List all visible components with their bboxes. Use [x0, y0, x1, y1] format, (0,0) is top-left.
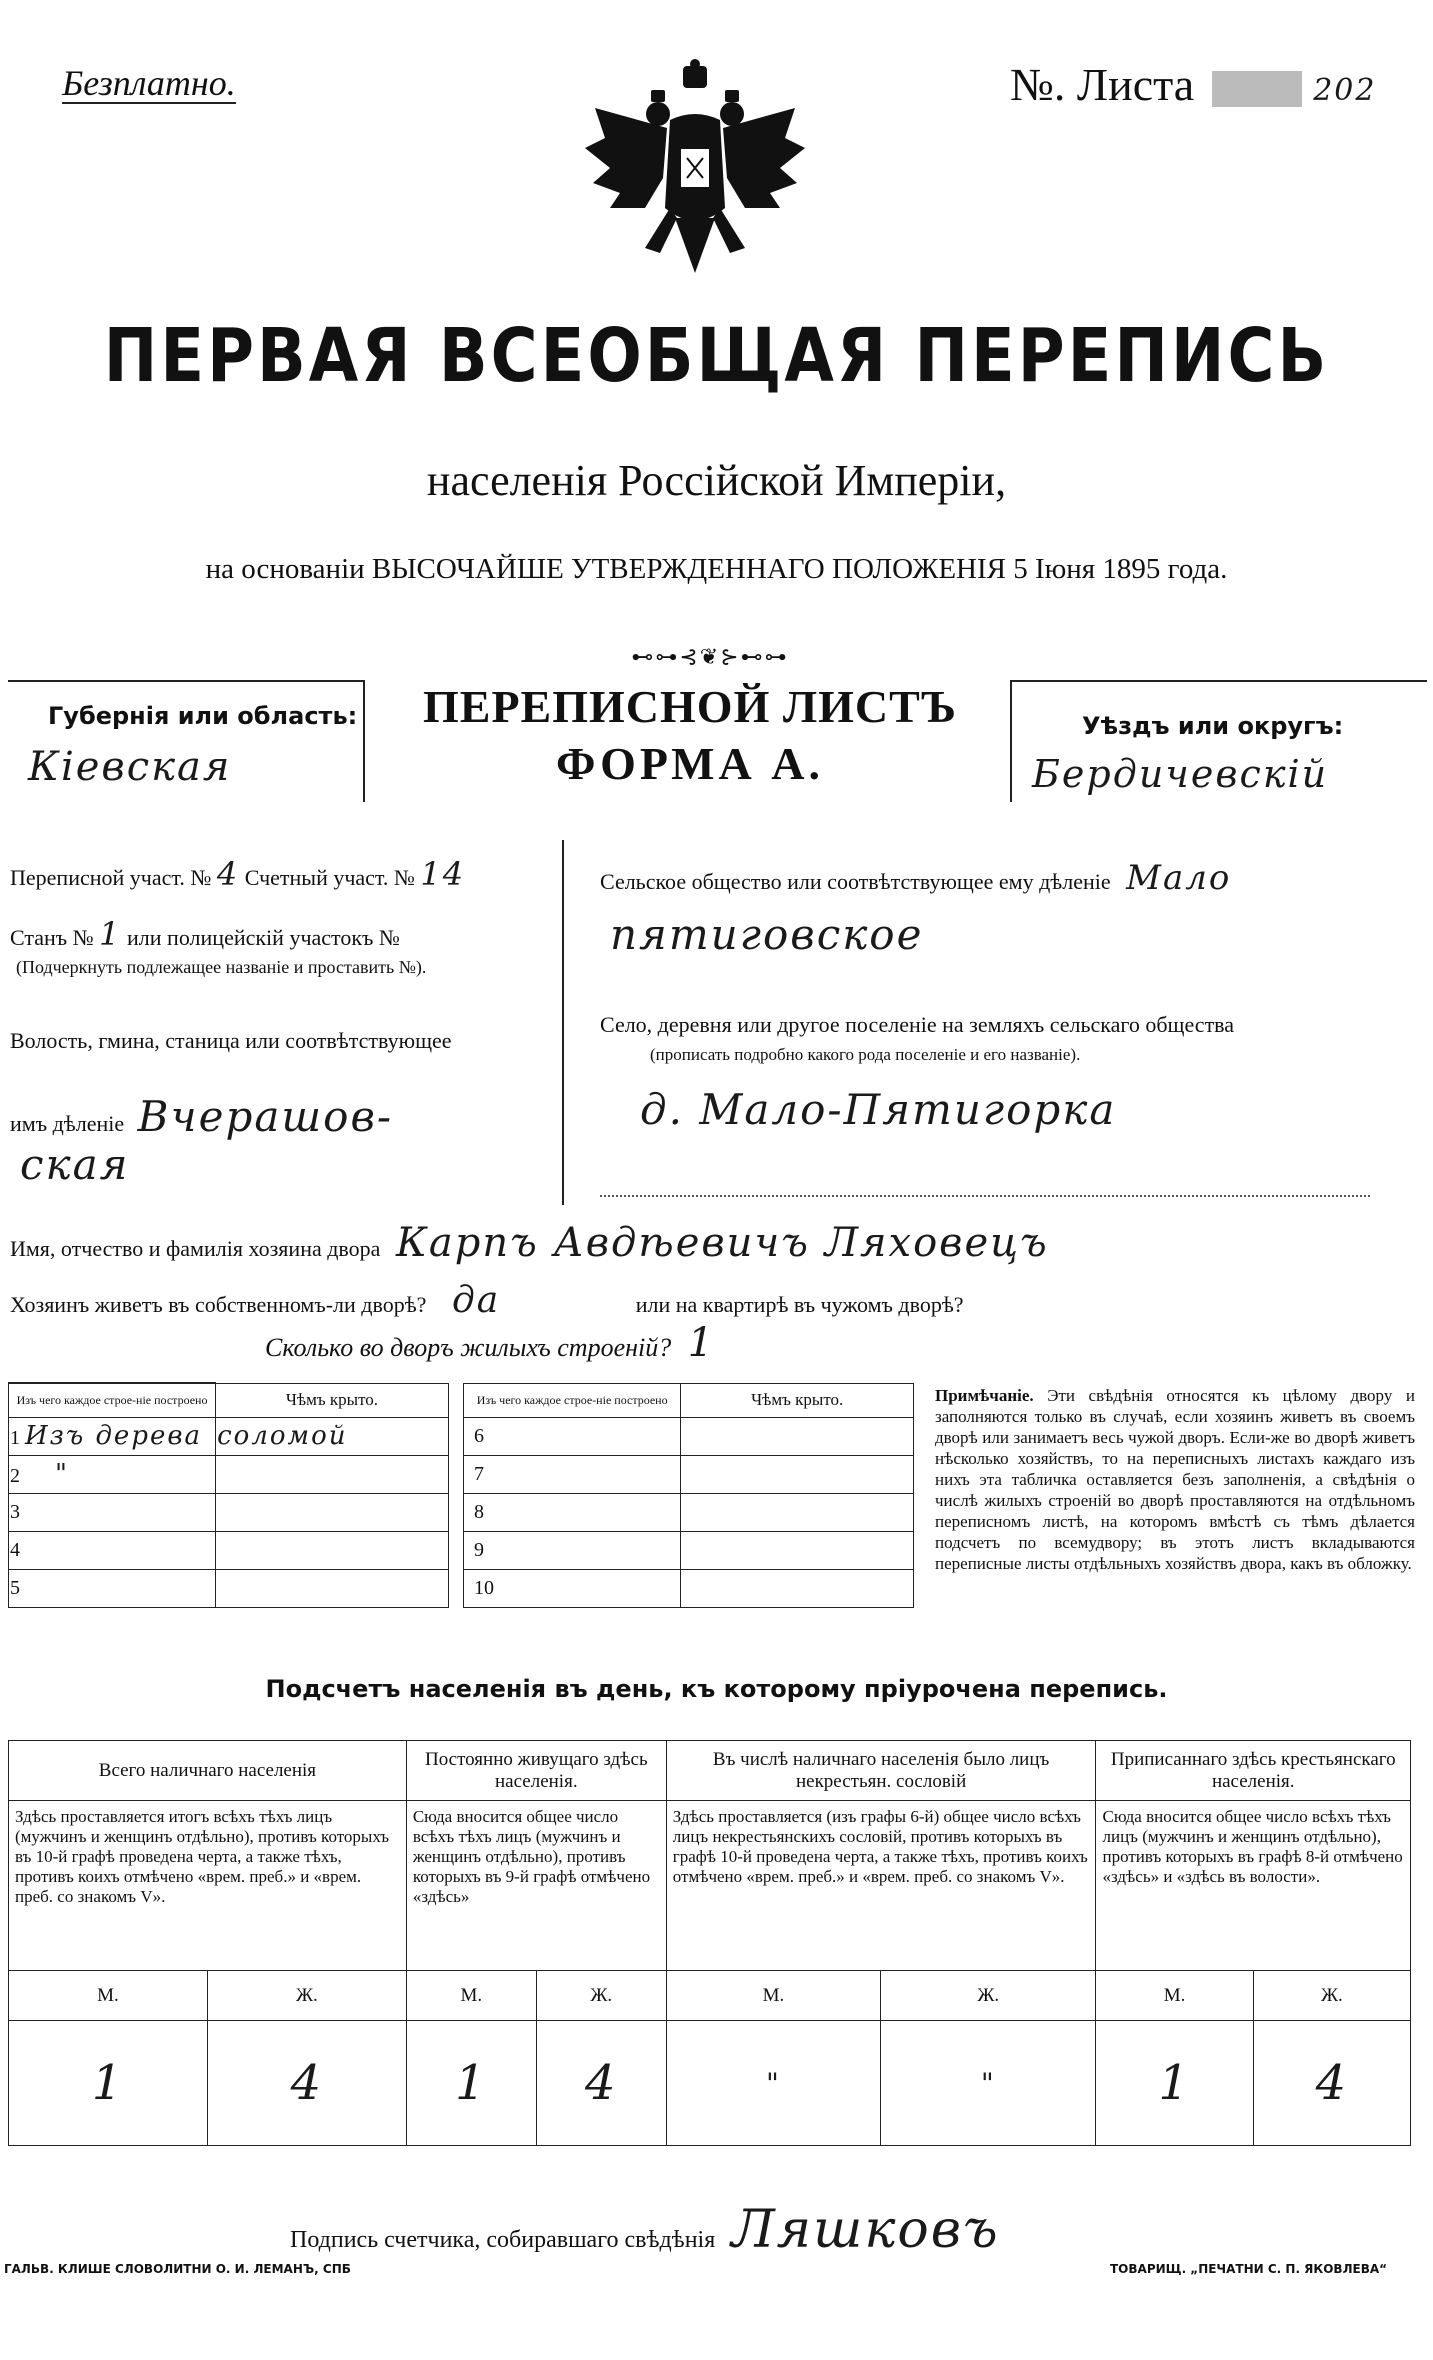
table-row: 1 Изъ дерева соломой 6 [9, 1417, 914, 1455]
column-divider [562, 840, 564, 1205]
owner-line: Имя, отчество и фамилія хозяина двора Карпъ Авдѣевичъ Ляховецъ [10, 1220, 1049, 1266]
stan-line: Станъ № 1 или полицейскій участокъ № [10, 915, 400, 953]
province-box [8, 680, 365, 802]
count-table [8, 1740, 1411, 2146]
volost-label: Волость, гмина, станица или соотвѣтствующее [10, 1028, 452, 1053]
sheet-number: №. Листа 202 [1010, 59, 1377, 110]
material-header-left: Изъ чего каждое строе-ніе построено [9, 1383, 216, 1417]
f-label: Ж. [881, 1971, 1096, 2021]
count-desc-nonpeasant: Здѣсь проставляется (изъ графы 6-й) общее число всѣхъ лицъ некрестьянскихъ сословій, противъ которыхъ въ графѣ 10-й проведена черта, а также тѣхъ, противъ коихъ отмѣчено «врем. преб.» и «врем. преб. со знакомъ V». [666, 1801, 1096, 1971]
m-label: М. [9, 1971, 208, 2021]
count-head-nonpeasant: Въ числѣ наличнаго населенія было лицъ некрестьян. сословій [666, 1741, 1096, 1801]
remark-title: Примѣчаніе. [935, 1386, 1034, 1405]
footer-right: ТОВАРИЩ. „ПЕЧАТНИ С. П. ЯКОВЛЕВА“ [1110, 2262, 1388, 2276]
volost-label-2: имъ дѣленіе Вчерашов- [10, 1092, 394, 1141]
m-label: М. [666, 1971, 880, 2021]
page-subtitle: населенія Россійской Имперіи, [426, 456, 1007, 505]
count-nonpeasant-f: " [881, 2021, 1096, 2146]
census-area-line: Переписной участ. № 4 Счетный участ. № 14 [10, 855, 466, 893]
redacted-mark [1212, 71, 1302, 107]
village-blank-line [600, 1195, 1370, 1197]
f-label: Ж. [536, 1971, 666, 2021]
volost-value-2: ская [20, 1140, 130, 1189]
count-desc-total: Здѣсь проставляется итогъ всѣхъ тѣхъ лицъ (мужчинъ и женщинъ отдѣльно), противъ которыхъ въ 10-й графѣ проведена черта, а также тѣхъ, противъ коихъ отмѣчено «врем. преб.» и «врем. преб. со знакомъ V». [9, 1801, 407, 1971]
count-peasant-m: 1 [1096, 2021, 1253, 2146]
province-value: Кіевская [28, 744, 232, 790]
buildings-line: Сколько во дворъ жилыхъ строеній? 1 [265, 1320, 716, 1366]
form-title: ПЕРЕПИСНОЙ ЛИСТЪ [422, 681, 958, 732]
form-letter: ФОРМА А. [556, 738, 824, 789]
f-label: Ж. [207, 1971, 406, 2021]
page-title: ПЕРВАЯ ВСЕОБЩАЯ ПЕРЕПИСЬ [103, 314, 1330, 400]
material-header-right: Изъ чего каждое строе-ніе построено [464, 1383, 681, 1417]
owner-lives-line: Хозяинъ живетъ въ собственномъ-ли дворѣ? да или на квартирѣ въ чужомъ дворѣ? [10, 1280, 964, 1321]
district-label: Уѣздъ или округъ: [1082, 712, 1344, 740]
table-row: 2 " 7 [9, 1455, 914, 1493]
ornament-divider: ⊷⊶⊰❦⊱⊷⊶ [631, 645, 789, 670]
count-total-m: 1 [9, 2021, 208, 2146]
count-total-f: 4 [207, 2021, 406, 2146]
count-permanent-f: 4 [536, 2021, 666, 2146]
stan-note: (Подчеркнуть подлежащее названіе и проставить №). [16, 957, 427, 977]
form-header [370, 680, 1010, 790]
table-row: 5 10 [9, 1569, 914, 1607]
village-label: Село, деревня или другое поселеніе на земляхъ сельскаго общества [600, 1012, 1235, 1037]
buildings-table [8, 1382, 914, 1608]
remark-text: Эти свѣдѣнія относятся къ цѣлому двору и заполняются только въ случаѣ, если хозяинъ живетъ въ своемъ дворѣ или занимаетъ весь чужой дворъ. Если-же во дворѣ живетъ нѣсколько хозяйствъ, то на переписныхъ листахъ каждаго изъ нихъ эта табличка оставляется безъ заполненія, а свѣдѣнія о числѣ жилыхъ строеній во дворѣ проставляются на отдѣльномъ переписномъ листѣ, на которомъ вмѣстѣ съ тѣмъ дѣлается подсчетъ по всемудвору; въ этотъ листъ вкладываются переписные листы отдѣльныхъ хозяйствъ двора, какъ въ обложку. [935, 1386, 1415, 1573]
count-desc-permanent: Сюда вносится общее число всѣхъ тѣхъ лицъ (мужчинъ и женщинъ отдѣльно), противъ которыхъ въ 9-й графѣ отмѣчено «здѣсь» [406, 1801, 666, 1971]
village-value: д. Мало-Пятигорка [640, 1085, 1117, 1134]
count-title: Подсчетъ населенія въ день, къ которому пріурочена перепись. [265, 1675, 1168, 1703]
count-peasant-f: 4 [1253, 2021, 1410, 2146]
free-label: Безплатно. [62, 63, 236, 103]
remark [935, 1385, 1415, 1574]
signature-line: Подпись счетчика, собиравшаго свѣдѣнія Ляшковъ [290, 2200, 1000, 2260]
table-row: 3 8 [9, 1493, 914, 1531]
count-permanent-m: 1 [406, 2021, 536, 2146]
roof-header-right: Чѣмъ крыто. [681, 1383, 914, 1417]
count-nonpeasant-m: " [666, 2021, 880, 2146]
count-desc-peasant: Сюда вносится общее число всѣхъ тѣхъ лицъ (мужчинъ и женщинъ отдѣльно), противъ которыхъ въ графѣ 8-й отмѣчено «здѣсь» и «здѣсь въ волости». [1096, 1801, 1411, 1971]
f-label: Ж. [1253, 1971, 1410, 2021]
province-label: Губернія или область: [48, 702, 358, 730]
society-line: Сельское общество или соотвѣтствующее ему дѣленіе Мало [600, 858, 1232, 898]
roof-header-left: Чѣмъ крыто. [216, 1383, 449, 1417]
count-head-peasant: Приписаннаго здѣсь крестьянскаго населенія. [1096, 1741, 1411, 1801]
legal-basis: на основаніи ВЫСОЧАЙШЕ УТВЕРЖДЕННАГО ПОЛОЖЕНІЯ 5 Іюня 1895 года. [205, 553, 1228, 585]
double-headed-eagle-emblem [575, 58, 815, 308]
m-label: М. [1096, 1971, 1253, 2021]
society-value-2: пятиговское [610, 910, 924, 959]
district-box [1010, 680, 1427, 802]
m-label: М. [406, 1971, 536, 2021]
count-head-permanent: Постоянно живущаго здѣсь населенія. [406, 1741, 666, 1801]
signature: Ляшковъ [731, 2200, 1000, 2260]
footer-left: ГАЛЬВ. КЛИШЕ СЛОВОЛИТНИ О. И. ЛЕМАНЪ, СПБ [4, 2262, 351, 2276]
count-head-total: Всего наличнаго населенія [9, 1741, 407, 1801]
village-note: (прописать подробно какого рода поселеніе и его названіе). [650, 1045, 1081, 1064]
table-row: 4 9 [9, 1531, 914, 1569]
district-value: Бердичевскій [1032, 752, 1329, 796]
